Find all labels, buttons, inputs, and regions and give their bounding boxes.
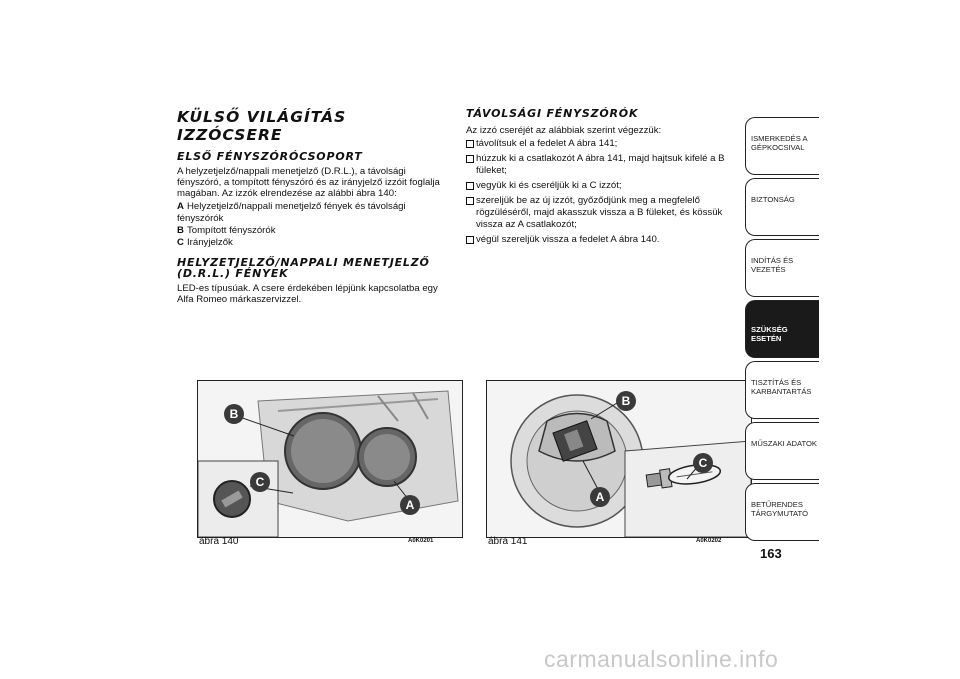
high-beam-intro: Az izzó cseréjét az alábbiak szerint végezzük:	[466, 125, 662, 136]
step-item: húzzuk ki a csatlakozót A ábra 141, majd hajtsuk kifelé a B füleket;	[466, 153, 736, 177]
tab-technical-data[interactable]: MŰSZAKI ADATOK	[745, 422, 819, 480]
svg-text:A: A	[595, 490, 605, 504]
tab-emergency[interactable]: SZÜKSÉG ESETÉN	[745, 300, 819, 358]
page-title: KÜLSŐ VILÁGÍTÁS IZZÓCSERE	[177, 108, 347, 144]
checkbox-bullet-icon	[466, 197, 474, 205]
legend-item-c: C Irányjelzők	[177, 237, 233, 248]
chapter-tabs	[745, 117, 819, 544]
right-column	[466, 108, 736, 249]
svg-text:B: B	[621, 394, 631, 408]
svg-text:A: A	[405, 498, 415, 512]
drl-description: LED-es típusúak. A csere érdekében lépjünk kapcsolatba egy Alfa Romeo márkaszervizzel.	[177, 283, 438, 305]
headlamp-illustration	[198, 381, 462, 537]
figure-140-code: A0K0201	[408, 538, 434, 544]
bulb-legend	[177, 201, 447, 249]
high-beam-illustration	[487, 381, 751, 537]
figure-141-high-beam	[486, 380, 752, 538]
section-heading-high-beam: TÁVOLSÁGI FÉNYSZÓRÓK	[466, 107, 639, 120]
section-heading-drl: HELYZETJELZŐ/NAPPALI MENETJELZŐ (D.R.L.) FÉNYEK	[177, 256, 430, 280]
svg-text:B: B	[229, 407, 239, 421]
step-item: szereljük be az új izzót, győződjünk meg a megfelelő rögzüléséről, majd akasszuk vissza a B füleket, és kössük vissza az A csatlakozót;	[466, 195, 736, 231]
checkbox-bullet-icon	[466, 140, 474, 148]
step-item: távolítsuk el a fedelet A ábra 141;	[466, 138, 736, 150]
legend-item-b: B Tompított fényszórók	[177, 225, 276, 236]
step-item: végül szereljük vissza a fedelet A ábra 140.	[466, 234, 736, 246]
left-column	[177, 108, 447, 307]
checkbox-bullet-icon	[466, 155, 474, 163]
tab-getting-to-know[interactable]: ISMERKEDÉS A GÉPKOCSIVAL	[745, 117, 819, 175]
tab-starting-driving[interactable]: INDÍTÁS ÉS VEZETÉS	[745, 239, 819, 297]
step-item: vegyük ki és cseréljük ki a C izzót;	[466, 180, 736, 192]
checkbox-bullet-icon	[466, 182, 474, 190]
figure-141-caption: ábra 141	[488, 536, 528, 547]
tab-index[interactable]: BETŰRENDES TÁRGYMUTATÓ	[745, 483, 819, 541]
checkbox-bullet-icon	[466, 236, 474, 244]
figure-140-caption: ábra 140	[199, 536, 239, 547]
front-lights-description: A helyzetjelző/nappali menetjelző (D.R.L.), a távolsági fényszóró, a tompított fényszóró és az irányjelző izzóit foglalja magában. Az izzók elrendezése az alábbi ábra 140:	[177, 166, 440, 199]
page-number: 163	[760, 546, 782, 561]
svg-text:C: C	[255, 475, 265, 489]
figure-141-code: A0K0202	[696, 538, 722, 544]
legend-item-a: A Helyzetjelző/nappali menetjelző fények és távolsági fényszórók	[177, 201, 406, 224]
figure-140-headlamp	[197, 380, 463, 538]
tab-safety[interactable]: BIZTONSÁG	[745, 178, 819, 236]
watermark-text: carmanualsonline.info	[544, 646, 779, 672]
replacement-steps	[466, 138, 736, 246]
svg-text:C: C	[698, 456, 708, 470]
tab-maintenance[interactable]: TISZTÍTÁS ÉS KARBANTARTÁS	[745, 361, 819, 419]
section-heading-front-lights: ELSŐ FÉNYSZÓRÓCSOPORT	[177, 150, 363, 163]
